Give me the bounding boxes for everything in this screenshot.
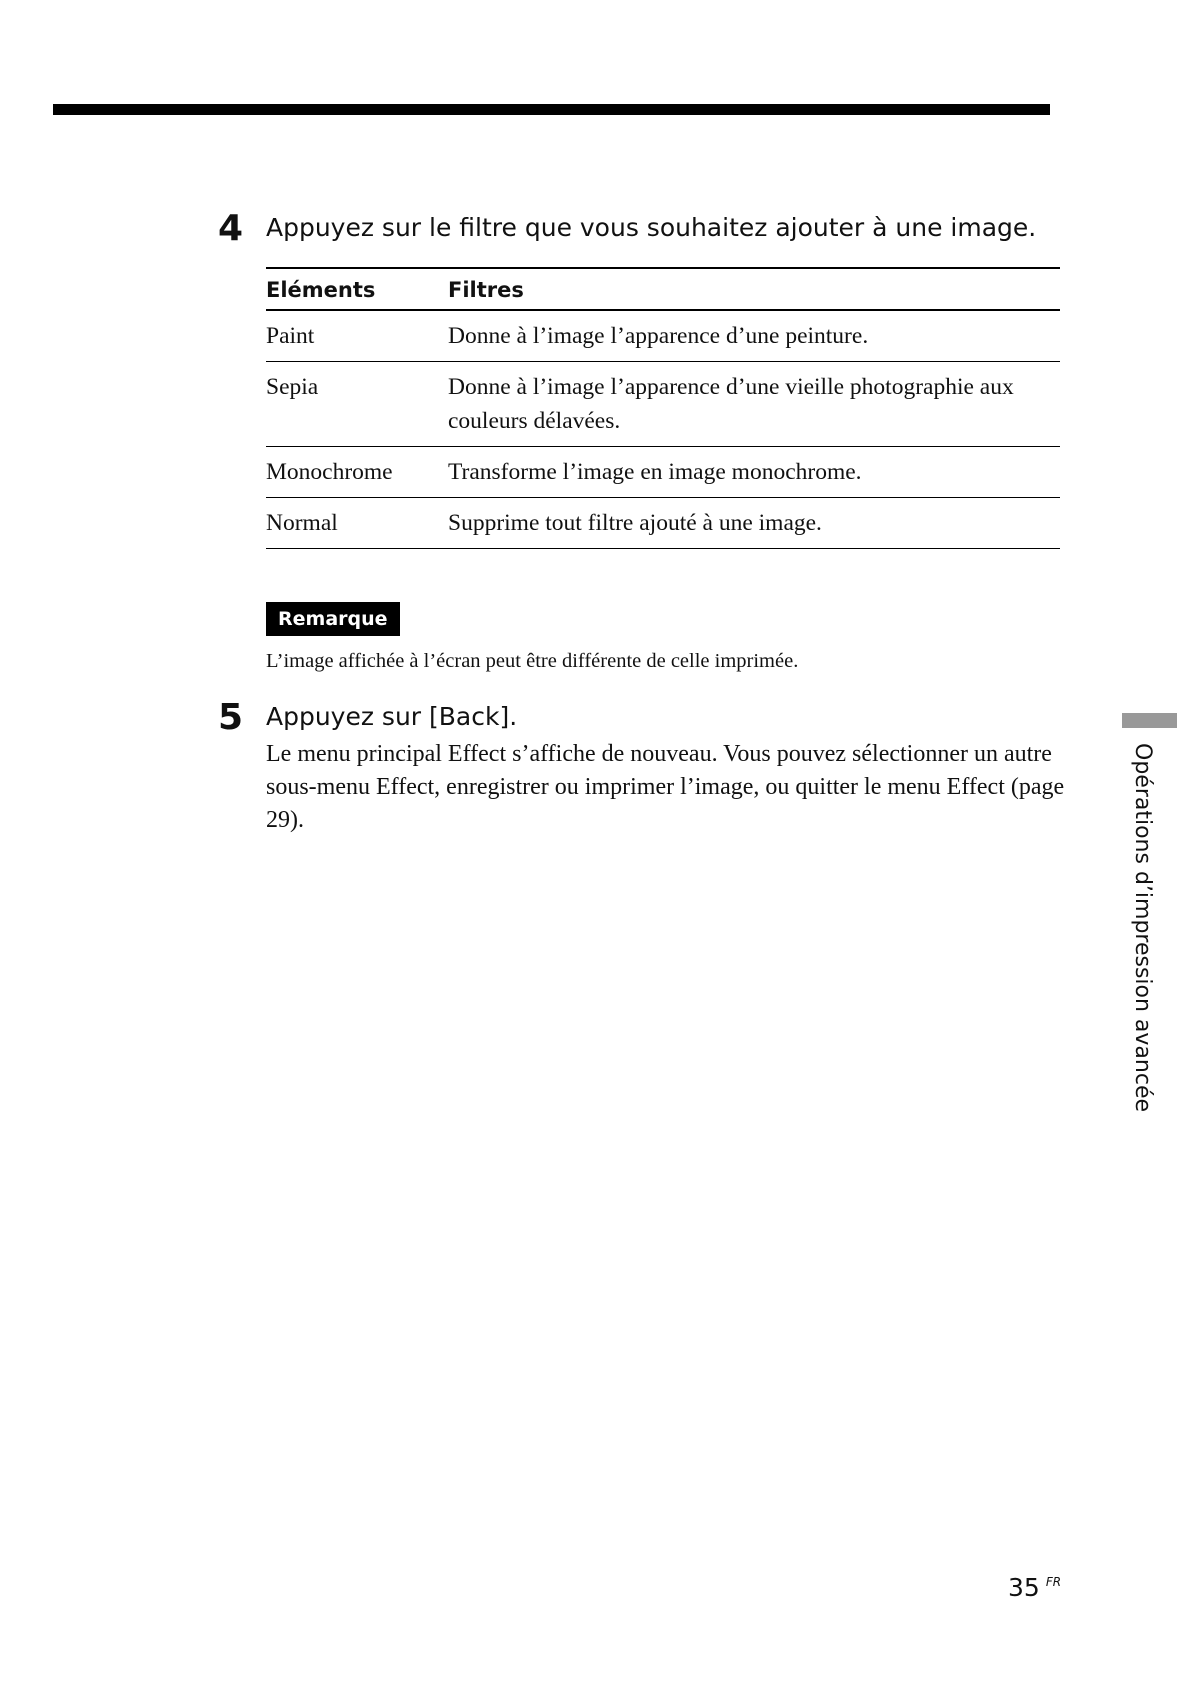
step-4-number: 4 — [218, 208, 244, 249]
remark-text: L’image affichée à l’écran peut être différente de celle imprimée. — [266, 650, 799, 672]
row-element: Monochrome — [266, 447, 448, 498]
step-5-title: Appuyez sur [Back]. — [266, 702, 518, 731]
row-filter: Donne à l’image l’apparence d’une vieille photographie aux couleurs délavées. — [448, 362, 1060, 447]
row-filter: Donne à l’image l’apparence d’une peinture. — [448, 310, 1060, 362]
table-header-row — [266, 268, 1060, 310]
page-number — [1008, 1573, 1061, 1602]
table-row — [266, 362, 1060, 447]
table-row — [266, 447, 1060, 498]
step-5-number: 5 — [218, 697, 244, 738]
header-filters: Filtres — [448, 268, 1060, 310]
header-elements: Eléments — [266, 268, 448, 310]
row-filter: Supprime tout filtre ajouté à une image. — [448, 498, 1060, 549]
filters-table — [266, 267, 1060, 549]
row-element: Paint — [266, 310, 448, 362]
row-filter: Transforme l’image en image monochrome. — [448, 447, 1060, 498]
side-tab-marker — [1122, 713, 1177, 728]
row-element: Sepia — [266, 362, 448, 447]
step-5-body: Le menu principal Effect s’affiche de nouveau. Vous pouvez sélectionner un autre sous-menu Effect, enregistrer ou imprimer l’image, ou quitter le menu Effect (page 29). — [266, 741, 1065, 833]
table-row — [266, 310, 1060, 362]
step-4-title: Appuyez sur le filtre que vous souhaitez ajouter à une image. — [266, 213, 1037, 242]
page-number-value: 35 — [1008, 1573, 1040, 1602]
remark-badge: Remarque — [266, 602, 400, 636]
page-lang: FR — [1045, 1575, 1062, 1589]
row-element: Normal — [266, 498, 448, 549]
table-row — [266, 498, 1060, 549]
side-tab-label: Opérations d’impression avancée — [1130, 743, 1155, 1113]
header-rule — [53, 104, 1050, 115]
